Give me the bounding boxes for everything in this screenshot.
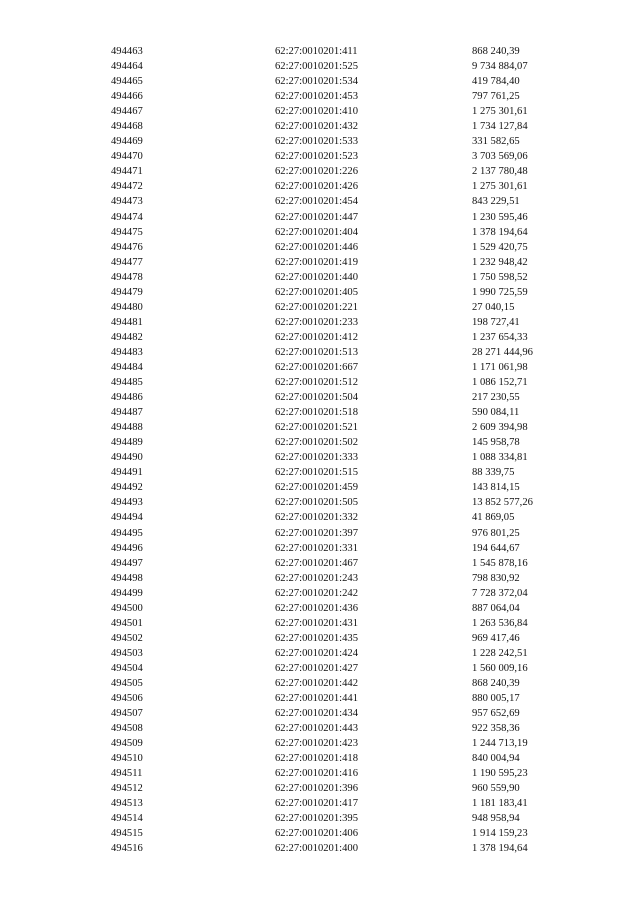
cadastral-number: 62:27:0010201:512 (275, 377, 358, 389)
cadastral-value: 1 263 536,84 (472, 617, 528, 629)
table-row (0, 556, 640, 571)
cadastral-value: 948 958,94 (472, 813, 520, 825)
cadastral-value: 922 358,36 (472, 723, 520, 735)
row-number: 494510 (111, 753, 143, 765)
cadastral-number: 62:27:0010201:426 (275, 181, 358, 193)
cadastral-number: 62:27:0010201:397 (275, 527, 358, 539)
cadastral-value: 88 339,75 (472, 467, 515, 479)
cadastral-number: 62:27:0010201:447 (275, 211, 358, 223)
cadastral-number: 62:27:0010201:533 (275, 136, 358, 148)
row-number: 494474 (111, 211, 143, 223)
cadastral-number: 62:27:0010201:406 (275, 828, 358, 840)
table-row (0, 450, 640, 465)
table-row (0, 74, 640, 89)
cadastral-number: 62:27:0010201:523 (275, 151, 358, 163)
table-row (0, 721, 640, 736)
cadastral-number: 62:27:0010201:518 (275, 407, 358, 419)
cadastral-value: 1 990 725,59 (472, 286, 528, 298)
table-row (0, 390, 640, 405)
table-row (0, 104, 640, 119)
row-number: 494516 (111, 843, 143, 855)
table-row (0, 480, 640, 495)
table-row (0, 796, 640, 811)
cadastral-value: 976 801,25 (472, 527, 520, 539)
cadastral-value: 331 582,65 (472, 136, 520, 148)
cadastral-number: 62:27:0010201:405 (275, 286, 358, 298)
row-number: 494469 (111, 136, 143, 148)
table-row (0, 751, 640, 766)
cadastral-value: 9 734 884,07 (472, 61, 528, 73)
row-number: 494467 (111, 106, 143, 118)
row-number: 494508 (111, 723, 143, 735)
table-row (0, 119, 640, 134)
cadastral-value: 2 609 394,98 (472, 422, 528, 434)
cadastral-value: 1 529 420,75 (472, 241, 528, 253)
cadastral-number: 62:27:0010201:226 (275, 166, 358, 178)
cadastral-number: 62:27:0010201:333 (275, 452, 358, 464)
cadastral-number: 62:27:0010201:513 (275, 346, 358, 358)
row-number: 494505 (111, 677, 143, 689)
cadastral-value: 868 240,39 (472, 677, 520, 689)
cadastral-number: 62:27:0010201:525 (275, 61, 358, 73)
row-number: 494464 (111, 61, 143, 73)
row-number: 494468 (111, 121, 143, 133)
cadastral-number: 62:27:0010201:242 (275, 587, 358, 599)
table-row (0, 149, 640, 164)
cadastral-value: 1 244 713,19 (472, 738, 528, 750)
cadastral-value: 145 958,78 (472, 437, 520, 449)
cadastral-number: 62:27:0010201:400 (275, 843, 358, 855)
table-row (0, 89, 640, 104)
cadastral-number: 62:27:0010201:423 (275, 738, 358, 750)
table-row (0, 781, 640, 796)
cadastral-number: 62:27:0010201:504 (275, 392, 358, 404)
cadastral-value: 194 644,67 (472, 542, 520, 554)
row-number: 494486 (111, 392, 143, 404)
cadastral-number: 62:27:0010201:453 (275, 91, 358, 103)
row-number: 494496 (111, 542, 143, 554)
cadastral-value: 887 064,04 (472, 602, 520, 614)
table-row (0, 360, 640, 375)
table-row (0, 134, 640, 149)
table-row (0, 706, 640, 721)
row-number: 494513 (111, 798, 143, 810)
row-number: 494487 (111, 407, 143, 419)
row-number: 494465 (111, 76, 143, 88)
row-number: 494471 (111, 166, 143, 178)
cadastral-value: 797 761,25 (472, 91, 520, 103)
table-row (0, 285, 640, 300)
cadastral-value: 1 190 595,23 (472, 768, 528, 780)
cadastral-number: 62:27:0010201:243 (275, 572, 358, 584)
row-number: 494488 (111, 422, 143, 434)
cadastral-number: 62:27:0010201:404 (275, 226, 358, 238)
cadastral-value: 198 727,41 (472, 316, 520, 328)
cadastral-number: 62:27:0010201:505 (275, 497, 358, 509)
cadastral-value: 217 230,55 (472, 392, 520, 404)
cadastral-value: 3 703 569,06 (472, 151, 528, 163)
row-number: 494514 (111, 813, 143, 825)
cadastral-number: 62:27:0010201:411 (275, 46, 358, 57)
cadastral-number: 62:27:0010201:441 (275, 693, 358, 705)
table-row (0, 59, 640, 74)
cadastral-value: 1 275 301,61 (472, 181, 528, 193)
table-row (0, 510, 640, 525)
cadastral-value: 969 417,46 (472, 632, 520, 644)
row-number: 494482 (111, 331, 143, 343)
cadastral-number: 62:27:0010201:332 (275, 512, 358, 524)
cadastral-number: 62:27:0010201:521 (275, 422, 358, 434)
cadastral-value: 143 814,15 (472, 482, 520, 494)
row-number: 494502 (111, 632, 143, 644)
cadastral-number: 62:27:0010201:467 (275, 557, 358, 569)
table-row (0, 315, 640, 330)
table-row (0, 375, 640, 390)
table-row (0, 661, 640, 676)
table-row (0, 405, 640, 420)
table-row (0, 586, 640, 601)
row-number: 494480 (111, 301, 143, 313)
row-number: 494512 (111, 783, 143, 795)
cadastral-number: 62:27:0010201:427 (275, 662, 358, 674)
cadastral-value: 1 750 598,52 (472, 271, 528, 283)
table-row (0, 330, 640, 345)
cadastral-value: 1 560 009,16 (472, 662, 528, 674)
table-row (0, 676, 640, 691)
cadastral-value: 1 545 878,16 (472, 557, 528, 569)
cadastral-number: 62:27:0010201:416 (275, 768, 358, 780)
table-row (0, 811, 640, 826)
row-number: 494499 (111, 587, 143, 599)
cadastral-value: 1 230 595,46 (472, 211, 528, 223)
row-number: 494506 (111, 693, 143, 705)
cadastral-number: 62:27:0010201:417 (275, 798, 358, 810)
cadastral-number: 62:27:0010201:440 (275, 271, 358, 283)
table-row (0, 601, 640, 616)
row-number: 494501 (111, 617, 143, 629)
cadastral-value: 957 652,69 (472, 708, 520, 720)
cadastral-value-table (0, 44, 640, 857)
cadastral-number: 62:27:0010201:436 (275, 602, 358, 614)
cadastral-value: 419 784,40 (472, 76, 520, 88)
table-row (0, 300, 640, 315)
cadastral-number: 62:27:0010201:410 (275, 106, 358, 118)
row-number: 494515 (111, 828, 143, 840)
table-row (0, 179, 640, 194)
table-row (0, 541, 640, 556)
cadastral-number: 62:27:0010201:435 (275, 632, 358, 644)
cadastral-number: 62:27:0010201:434 (275, 708, 358, 720)
table-row (0, 495, 640, 510)
cadastral-number: 62:27:0010201:442 (275, 677, 358, 689)
row-number: 494492 (111, 482, 143, 494)
cadastral-value: 868 240,39 (472, 46, 520, 57)
table-row (0, 44, 640, 59)
table-row (0, 270, 640, 285)
row-number: 494466 (111, 91, 143, 103)
row-number: 494463 (111, 46, 143, 57)
table-row (0, 766, 640, 781)
row-number: 494500 (111, 602, 143, 614)
row-number: 494481 (111, 316, 143, 328)
cadastral-value: 1 171 061,98 (472, 361, 528, 373)
row-number: 494495 (111, 527, 143, 539)
row-number: 494494 (111, 512, 143, 524)
row-number: 494493 (111, 497, 143, 509)
cadastral-value: 13 852 577,26 (472, 497, 533, 509)
cadastral-number: 62:27:0010201:395 (275, 813, 358, 825)
cadastral-value: 843 229,51 (472, 196, 520, 208)
row-number: 494475 (111, 226, 143, 238)
cadastral-number: 62:27:0010201:396 (275, 783, 358, 795)
cadastral-number: 62:27:0010201:515 (275, 467, 358, 479)
row-number: 494476 (111, 241, 143, 253)
cadastral-value: 1 378 194,64 (472, 843, 528, 855)
table-row (0, 194, 640, 209)
cadastral-number: 62:27:0010201:331 (275, 542, 358, 554)
table-row (0, 631, 640, 646)
row-number: 494489 (111, 437, 143, 449)
row-number: 494497 (111, 557, 143, 569)
cadastral-number: 62:27:0010201:221 (275, 301, 358, 313)
cadastral-value: 27 040,15 (472, 301, 515, 313)
row-number: 494504 (111, 662, 143, 674)
table-row (0, 571, 640, 586)
table-row (0, 225, 640, 240)
row-number: 494473 (111, 196, 143, 208)
cadastral-number: 62:27:0010201:459 (275, 482, 358, 494)
table-row (0, 164, 640, 179)
row-number: 494511 (111, 768, 143, 780)
cadastral-number: 62:27:0010201:443 (275, 723, 358, 735)
row-number: 494479 (111, 286, 143, 298)
cadastral-number: 62:27:0010201:534 (275, 76, 358, 88)
cadastral-value: 840 004,94 (472, 753, 520, 765)
table-row (0, 465, 640, 480)
cadastral-value: 7 728 372,04 (472, 587, 528, 599)
row-number: 494509 (111, 738, 143, 750)
row-number: 494470 (111, 151, 143, 163)
cadastral-value: 880 005,17 (472, 693, 520, 705)
table-row (0, 210, 640, 225)
cadastral-number: 62:27:0010201:667 (275, 361, 358, 373)
table-row (0, 240, 640, 255)
cadastral-value: 1 232 948,42 (472, 256, 528, 268)
row-number: 494491 (111, 467, 143, 479)
table-row (0, 435, 640, 450)
table-row (0, 420, 640, 435)
cadastral-number: 62:27:0010201:424 (275, 647, 358, 659)
cadastral-number: 62:27:0010201:454 (275, 196, 358, 208)
cadastral-value: 590 084,11 (472, 407, 520, 419)
row-number: 494485 (111, 377, 143, 389)
table-row (0, 616, 640, 631)
cadastral-value: 2 137 780,48 (472, 166, 528, 178)
table-row (0, 526, 640, 541)
row-number: 494503 (111, 647, 143, 659)
cadastral-value: 960 559,90 (472, 783, 520, 795)
table-row (0, 646, 640, 661)
cadastral-value: 41 869,05 (472, 512, 515, 524)
row-number: 494484 (111, 361, 143, 373)
cadastral-value: 28 271 444,96 (472, 346, 533, 358)
row-number: 494483 (111, 346, 143, 358)
cadastral-value: 1 181 183,41 (472, 798, 528, 810)
cadastral-value: 798 830,92 (472, 572, 520, 584)
table-row (0, 255, 640, 270)
cadastral-value: 1 088 334,81 (472, 452, 528, 464)
table-row (0, 736, 640, 751)
cadastral-value: 1 086 152,71 (472, 377, 528, 389)
row-number: 494490 (111, 452, 143, 464)
cadastral-number: 62:27:0010201:502 (275, 437, 358, 449)
cadastral-number: 62:27:0010201:233 (275, 316, 358, 328)
cadastral-value: 1 734 127,84 (472, 121, 528, 133)
cadastral-number: 62:27:0010201:431 (275, 617, 358, 629)
cadastral-value: 1 914 159,23 (472, 828, 528, 840)
row-number: 494498 (111, 572, 143, 584)
cadastral-number: 62:27:0010201:432 (275, 121, 358, 133)
row-number: 494507 (111, 708, 143, 720)
cadastral-number: 62:27:0010201:418 (275, 753, 358, 765)
table-row (0, 345, 640, 360)
row-number: 494477 (111, 256, 143, 268)
table-row (0, 691, 640, 706)
row-number: 494478 (111, 271, 143, 283)
cadastral-value: 1 228 242,51 (472, 647, 528, 659)
table-row (0, 841, 640, 856)
cadastral-value: 1 275 301,61 (472, 106, 528, 118)
cadastral-number: 62:27:0010201:412 (275, 331, 358, 343)
cadastral-number: 62:27:0010201:446 (275, 241, 358, 253)
row-number: 494472 (111, 181, 143, 193)
cadastral-number: 62:27:0010201:419 (275, 256, 358, 268)
table-row (0, 826, 640, 841)
cadastral-value: 1 237 654,33 (472, 331, 528, 343)
cadastral-value: 1 378 194,64 (472, 226, 528, 238)
